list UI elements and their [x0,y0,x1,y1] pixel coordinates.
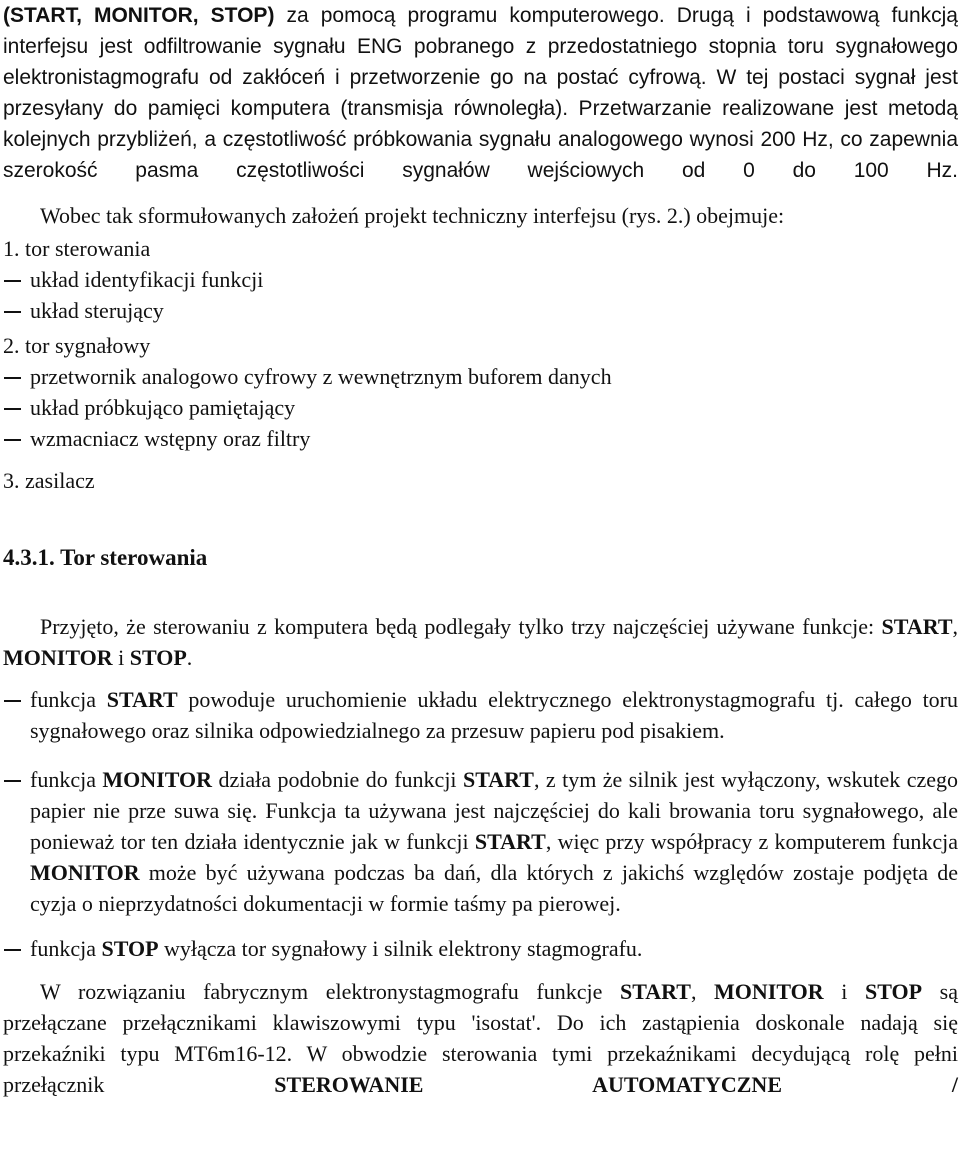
keyword-monitor: MONITOR [102,767,213,792]
text-span: i [112,645,130,670]
list-item: przetwornik analogowo cyfrowy z wewnętrznym buforem danych [3,361,958,392]
text-span: , więc przy współpracy z komputerem funkcja [545,829,958,854]
function-start-item [3,684,958,746]
text-span: , [952,614,958,639]
list-section-title: 3. zasilacz [3,468,95,493]
text-span: , [690,979,715,1004]
function-monitor-item [3,764,958,919]
function-list-text: (START, MONITOR, STOP) [3,4,275,27]
text-span: funkcja [30,767,103,792]
text-span: może być używana podczas ba dań, dla których z jakichś względów zostaje podjęta de cyzja o nieprzydatności dokumentacji w formie taśmy pa pierowej. [30,860,958,916]
list-item: wzmacniacz wstępny oraz filtry [3,423,958,454]
function-stop-item [3,933,958,964]
paragraph-interface-description [3,0,958,186]
text-span: funkcja [30,936,102,961]
text-span: funkcja [30,687,107,712]
keyword-stop: STOP [129,645,187,670]
text-span: , z tym że silnik jest wyłączony, wskutek czego papier nie prze suwa się. Funkcja ta używana jest najczęściej do kali browania toru sygnałowego, ale ponieważ tor ten działa identycznie jak w funkcji [30,767,959,854]
list-section-title: 1. tor sterowania [3,236,151,261]
keyword-monitor: MONITOR [714,979,824,1004]
section-heading: 4.3.1. Tor sterowania [3,545,208,570]
text-span: . [186,645,193,670]
list-item: układ identyfikacji funkcji [3,264,958,295]
keyword-stop: STOP [864,979,923,1004]
list-item: układ próbkująco pamiętający [3,392,958,423]
keyword-start: START [106,687,178,712]
keyword-start: START [463,767,534,792]
keyword-start: START [474,829,546,854]
text-span: wyłącza tor sygnałowy i silnik elektrony stagmografu. [158,936,643,961]
paragraph-factory-solution [3,976,958,1100]
keyword-automatic-control: STEROWANIE AUTOMATYCZNE / [274,1072,959,1097]
text-span: są przełączane przełącznikami klawiszowymi typu 'isostat'. Do ich zastąpienia doskonale nadają się przekaźniki typu MT6m16-12. W obwodzie sterowania tymi przekaźnikami decydującą rolę pełni przełącznik [3,979,958,1097]
list-item: układ sterujący [3,295,958,326]
paragraph-text: za pomocą programu komputerowego. Drugą i podstawową funkcją interfejsu jest odfiltrowanie sygnału ENG pobranego z przedostatniego stopnia toru sygnałowego elektronistagmografu od zakłóceń i przetworzenie go na postać cyfrową. W tej postaci sygnał jest przesyłany do pamięci komputera (transmisja równoległa). Przetwarzanie realizowane jest metodą kolejnych przybliżeń, a częstotliwość próbkowania sygnału analogowego wynosi 200 Hz, co zapewnia szerokość pasma częstotliwości sygnałów wejściowych od 0 do 100 Hz. [3,4,958,182]
text-span: działa podobnie do funkcji [212,767,463,792]
text-span: i [823,979,865,1004]
keyword-stop: STOP [101,936,159,961]
text-span: Przyjęto, że sterowaniu z komputera będą podlegały tylko trzy najczęściej używane funkcje: [40,614,882,639]
text-span: W rozwiązaniu fabrycznym elektronystagmografu funkcje [40,979,620,1004]
keyword-start: START [881,614,953,639]
component-list [3,233,958,496]
paragraph-functions [3,611,958,673]
text-span: powoduje uruchomienie układu elektrycznego elektronystagmografu tj. całego toru sygnałowego oraz silnika odpowiedzialnego za przesuw papieru pod pisakiem. [30,687,959,743]
paragraph-intro: Wobec tak sformułowanych założeń projekt techniczny interfejsu (rys. 2.) obejmuje: [40,203,785,228]
list-section-title: 2. tor sygnałowy [3,333,151,358]
keyword-start: START [619,979,691,1004]
keyword-monitor: MONITOR [3,645,113,670]
keyword-monitor: MONITOR [30,860,140,885]
